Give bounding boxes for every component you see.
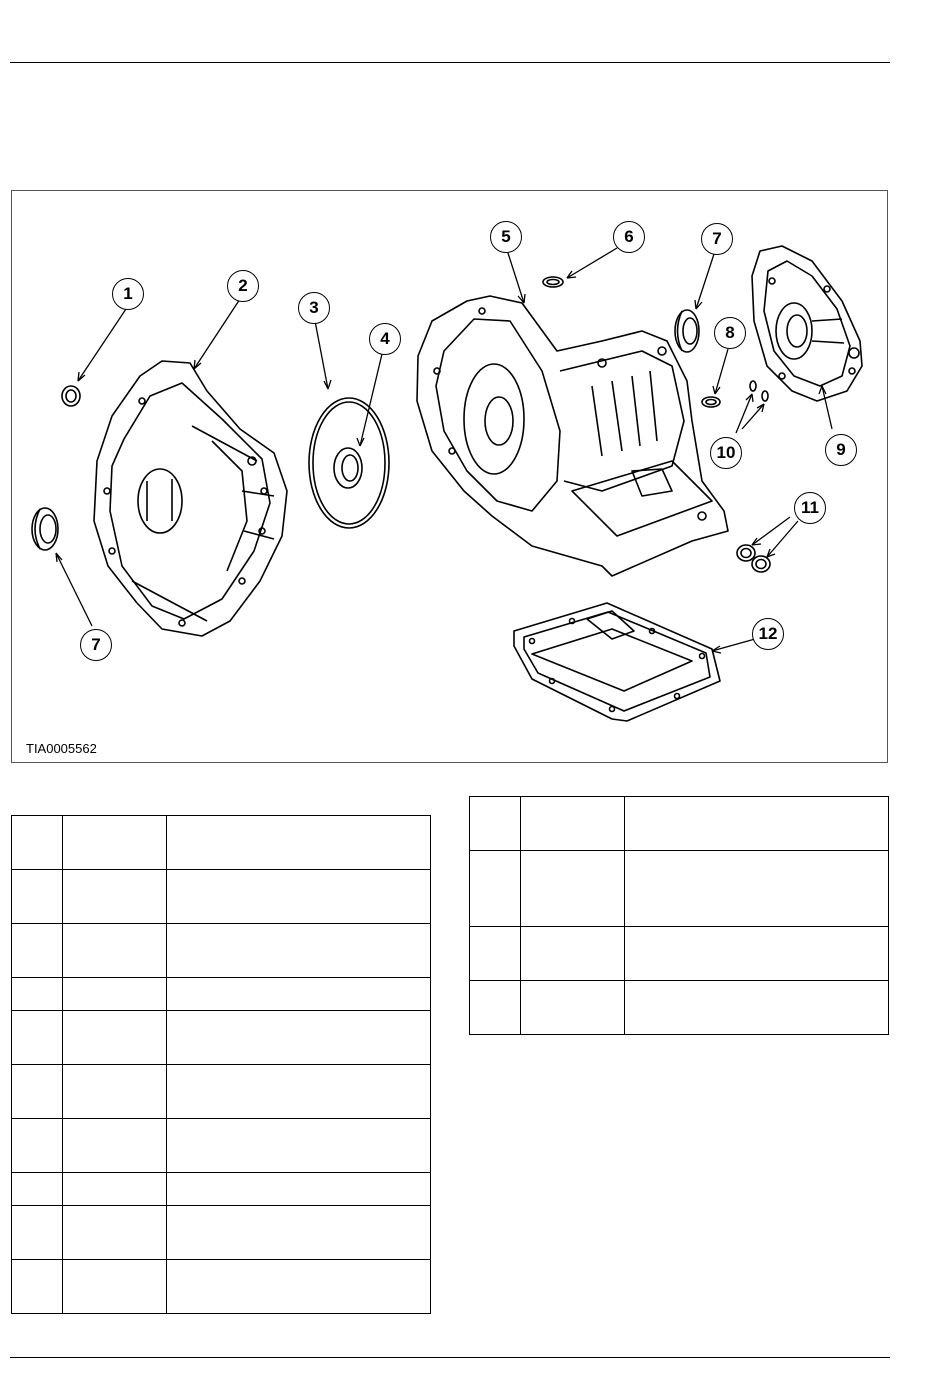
part-9-end-cover [752,246,862,401]
exploded-view-figure [11,190,888,763]
part-12-oil-pan [514,603,720,721]
part-6-o-ring [543,277,563,287]
table-row [470,981,889,1035]
part-4-bearing [334,448,362,488]
legend-table-right [469,796,889,1035]
part-3-shim [309,398,389,528]
callout-12: 12 [752,618,784,650]
callout-7-left: 7 [80,629,112,661]
table-row [470,851,889,927]
table-row [12,978,431,1011]
callout-3: 3 [298,292,330,324]
table-row [470,797,889,851]
part-2-converter-housing [94,361,287,636]
part-5-transaxle-case [417,296,728,576]
callout-4: 4 [369,323,401,355]
callout-5: 5 [490,221,522,253]
part-11-seal-rings [737,545,770,572]
callout-1: 1 [112,278,144,310]
table-row [12,816,431,870]
part-8-o-ring [702,397,720,407]
callout-6: 6 [613,221,645,253]
callout-10: 10 [710,437,742,469]
callout-7-right: 7 [701,223,733,255]
table-row [12,1260,431,1314]
table-row [12,1065,431,1119]
callout-9: 9 [825,434,857,466]
table-row [12,1119,431,1173]
table-row [12,924,431,978]
bottom-rule [10,1357,890,1358]
callout-2: 2 [227,270,259,302]
table-row [12,1011,431,1065]
table-row [12,1173,431,1206]
callout-11: 11 [794,492,826,524]
table-row [12,1206,431,1260]
top-rule [10,62,890,63]
table-row [12,870,431,924]
legend-table-left [11,815,431,1314]
figure-id-label: TIA0005562 [26,741,97,756]
transmission-housing-drawing [12,191,887,762]
part-7-oil-seal-right [675,310,699,352]
callout-8: 8 [714,317,746,349]
part-1-seal-ring [62,386,80,406]
table-row [470,927,889,981]
part-7-oil-seal-left [32,508,58,550]
